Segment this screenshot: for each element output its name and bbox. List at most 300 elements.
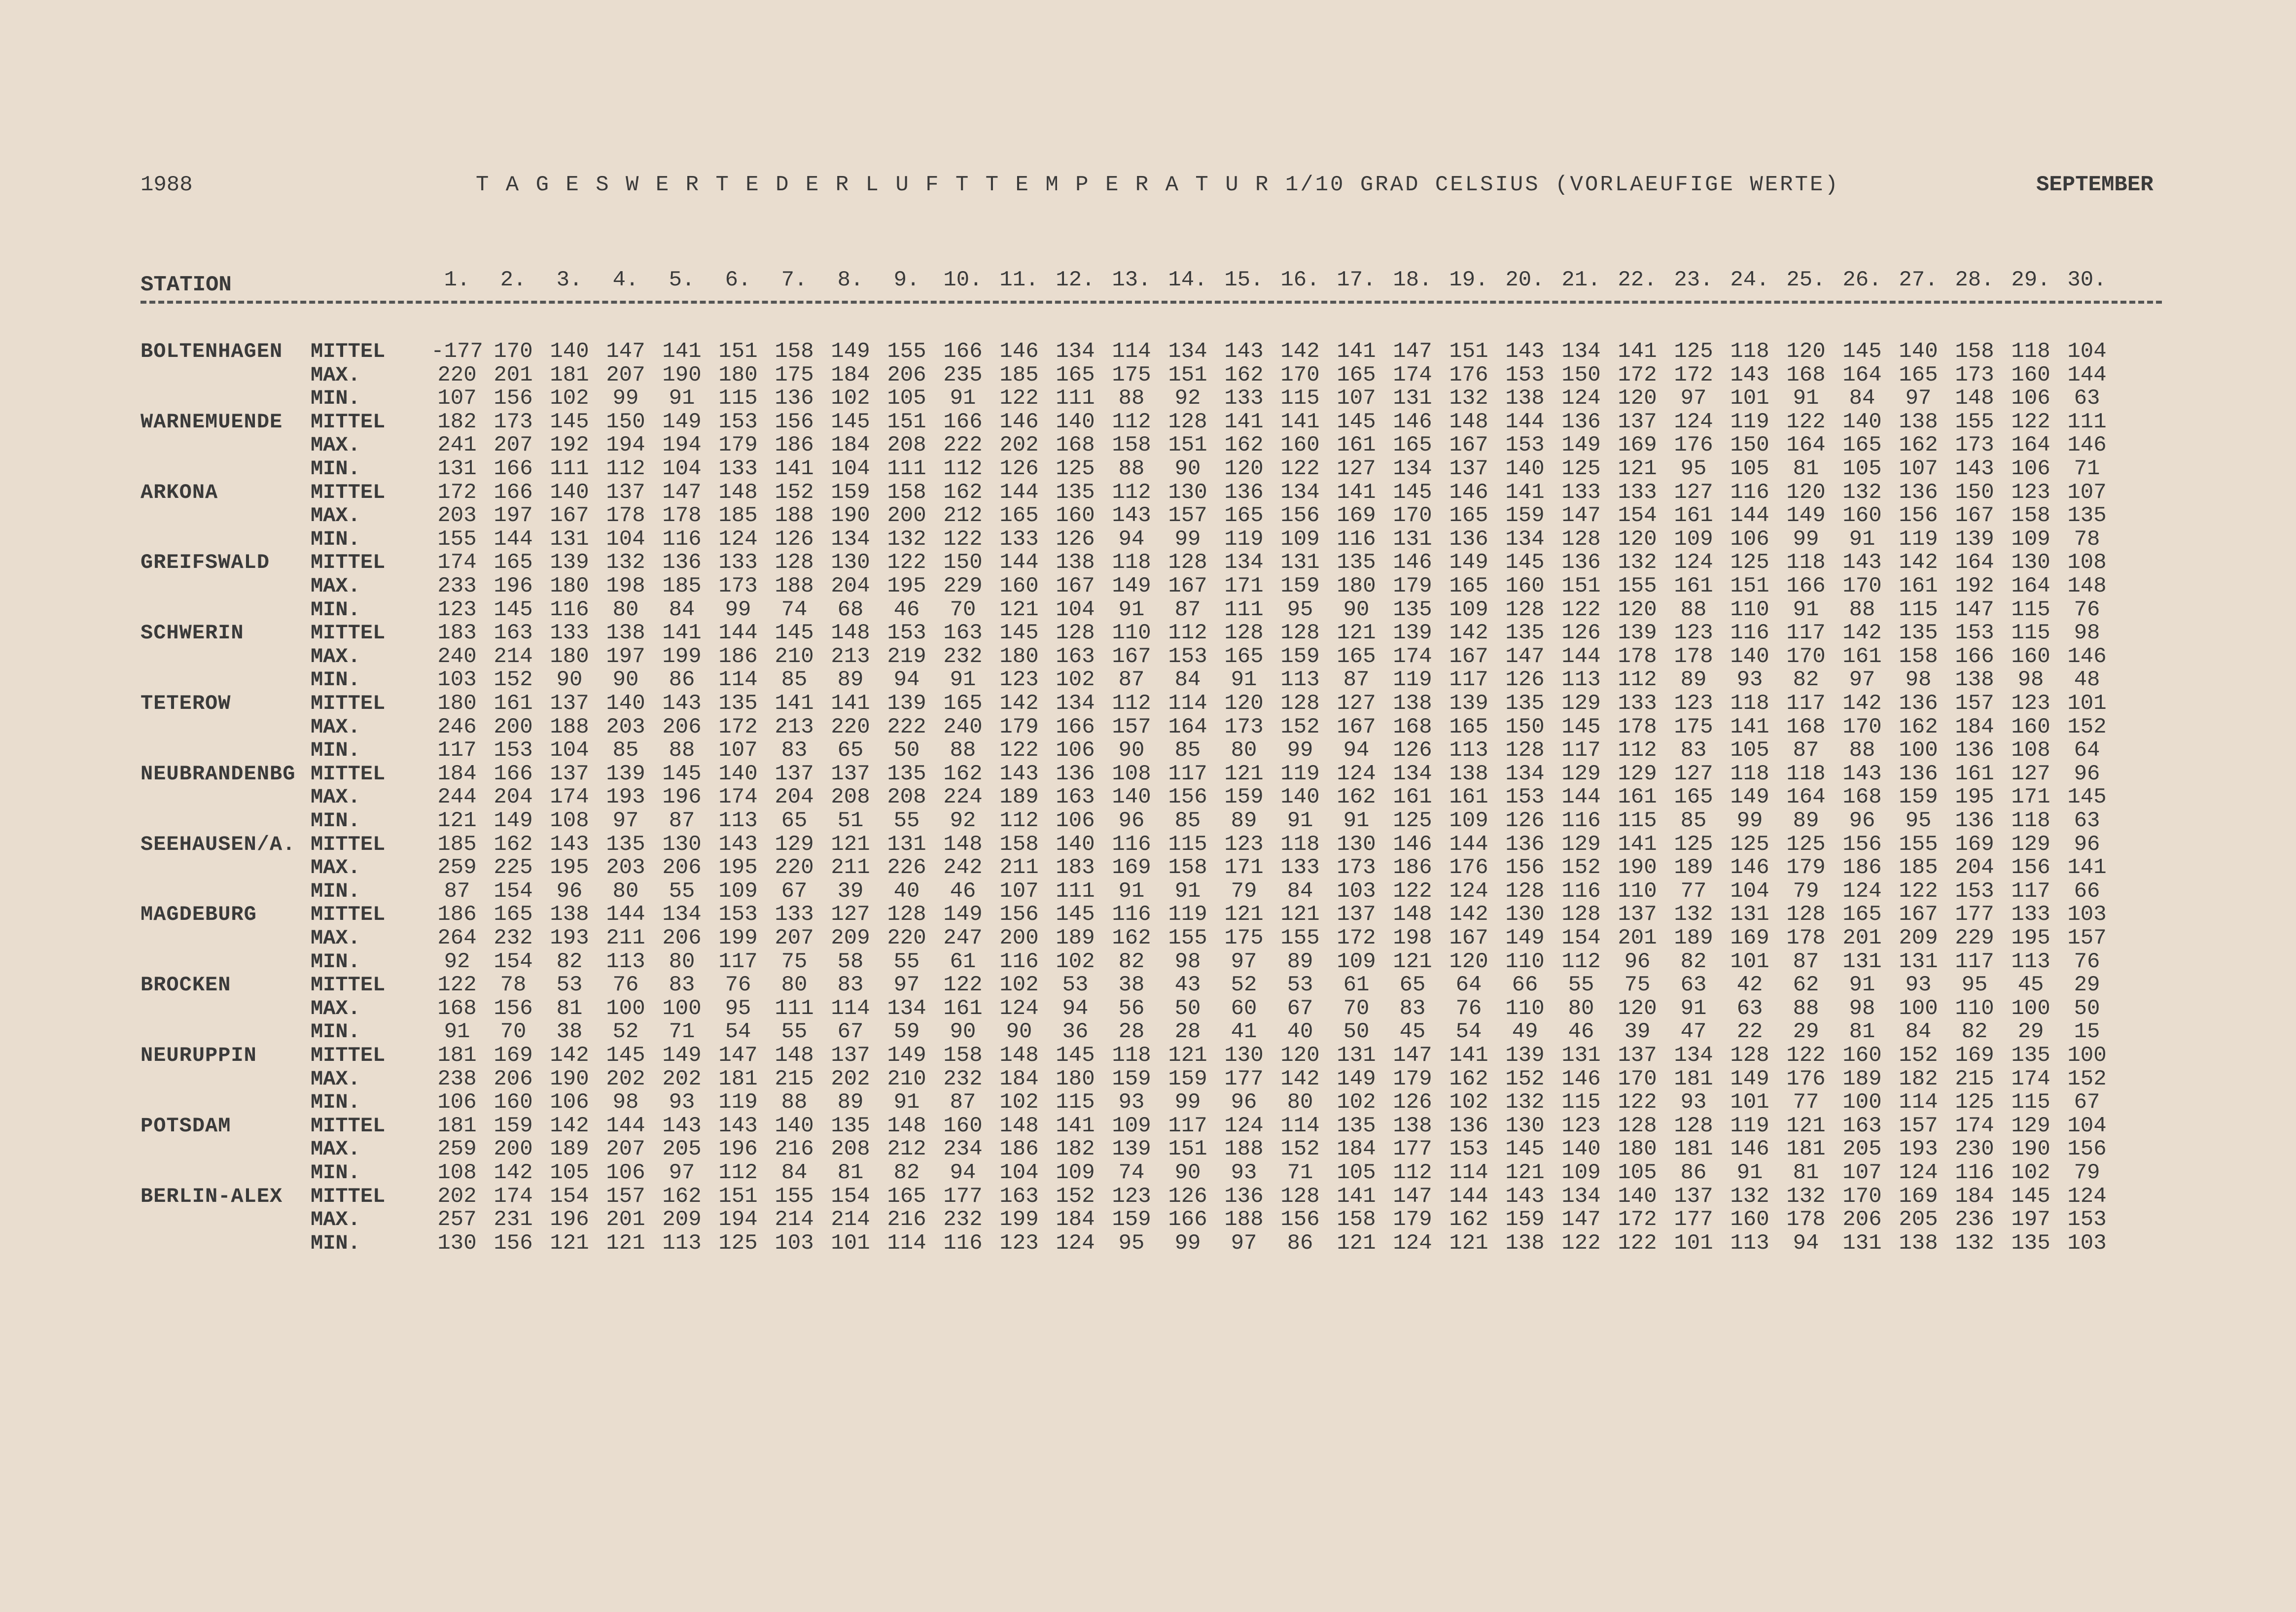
table-cell: 133 [718,456,758,481]
table-cell: 148 [1955,386,1994,411]
table-cell: 143 [718,832,758,857]
table-cell: 96 [2074,761,2100,786]
header-divider [141,301,2162,304]
table-cell: 50 [2074,996,2100,1021]
table-cell: 109 [1337,949,1376,974]
table-cell: 114 [1280,1113,1320,1138]
table-cell: 122 [1618,1090,1657,1115]
table-cell: 91 [1793,597,1819,622]
table-cell: 206 [662,926,702,950]
table-cell: 163 [1842,1113,1882,1138]
table-cell: 55 [1568,973,1594,998]
table-cell: 165 [1449,574,1488,598]
table-cell: 136 [1899,480,1938,505]
table-cell: 164 [2011,433,2050,458]
table-cell: 222 [943,433,983,458]
table-cell: 146 [1561,1066,1601,1091]
table-cell: 138 [1899,409,1938,434]
table-cell: 144 [494,526,533,552]
table-cell: 118 [1730,339,1769,364]
table-cell: 162 [1224,362,1264,387]
table-cell: 96 [556,878,583,904]
station-name: BROCKEN [141,973,231,997]
row-label: MAX. [311,644,360,668]
table-cell: 189 [999,785,1039,810]
table-row [141,1138,2162,1161]
table-cell: 171 [1224,574,1264,598]
table-cell: 139 [1112,1137,1151,1162]
table-cell: 107 [1337,386,1376,411]
row-values [429,528,2115,551]
table-cell: 131 [1730,902,1769,927]
table-cell: 105 [1337,1160,1376,1185]
row-label: MIN. [311,879,360,903]
table-cell: 171 [2011,785,2050,810]
table-cell: 167 [1449,644,1488,669]
table-cell: 151 [1168,1137,1207,1162]
table-cell: 125 [1674,339,1713,364]
table-cell: 196 [718,1137,758,1162]
table-cell: 180 [437,691,477,716]
table-row [141,622,2162,645]
table-cell: 83 [837,973,864,998]
table-cell: 84 [781,1160,808,1185]
table-cell: 118 [1786,550,1826,575]
table-cell: 206 [1842,1207,1882,1232]
day-header-row [429,265,2115,295]
table-cell: 122 [1561,1230,1601,1256]
table-cell: 98 [612,1090,639,1115]
table-cell: 125 [1561,456,1601,481]
table-cell: 141 [1224,409,1264,434]
table-cell: 125 [1786,832,1826,857]
table-cell: 150 [1955,480,1994,505]
table-cell: 188 [775,503,814,528]
table-cell: 89 [837,667,864,693]
table-cell: 38 [1118,973,1145,998]
row-values [429,622,2115,645]
table-cell: 65 [1399,973,1426,998]
table-cell: 127 [1337,456,1376,481]
table-cell: 107 [718,738,758,763]
table-cell: 167 [1899,902,1938,927]
table-cell: 100 [1899,738,1938,763]
table-cell: 229 [943,574,983,598]
row-values [429,645,2115,668]
table-cell: 130 [1337,832,1376,857]
table-cell: 158 [775,339,814,364]
table-cell: 116 [550,597,589,622]
table-cell: 177 [1224,1066,1264,1091]
table-cell: 131 [1393,386,1432,411]
table-cell: 122 [999,386,1039,411]
table-cell: 106 [1730,526,1769,552]
table-cell: 229 [1955,926,1994,950]
table-cell: 144 [1449,1184,1488,1209]
table-cell: 153 [1168,644,1207,669]
table-cell: 152 [1561,855,1601,880]
table-cell: 142 [999,691,1039,716]
table-cell: 91 [669,386,695,411]
table-cell: 116 [662,526,702,552]
table-cell: 219 [887,644,926,669]
day-header: 5. [669,268,695,292]
row-label: MIN. [311,1161,360,1185]
table-cell: 136 [1224,1184,1264,1209]
table-cell: 85 [1174,808,1201,833]
table-cell: 145 [1393,480,1432,505]
table-cell: 80 [1231,738,1257,763]
row-label: MAX. [311,785,360,809]
table-cell: 115 [1168,832,1207,857]
table-cell: 148 [999,1113,1039,1138]
table-cell: 204 [494,785,533,810]
table-cell: 184 [437,761,477,786]
table-cell: 167 [1955,503,1994,528]
table-cell: 63 [2074,808,2100,833]
table-cell: 183 [1056,855,1095,880]
table-cell: 140 [718,761,758,786]
table-cell: 152 [2067,714,2107,739]
table-cell: 82 [556,949,583,974]
table-cell: 139 [1618,621,1657,646]
table-cell: 165 [1337,644,1376,669]
table-cell: 133 [775,902,814,927]
table-cell: 75 [1624,973,1651,998]
table-cell: 152 [775,480,814,505]
table-cell: 244 [437,785,477,810]
table-row [141,457,2162,481]
table-cell: -177 [431,339,483,364]
table-cell: 189 [1674,855,1713,880]
table-cell: 126 [1168,1184,1207,1209]
table-cell: 100 [1842,1090,1882,1115]
table-cell: 159 [1899,785,1938,810]
table-cell: 90 [556,667,583,693]
row-label: MAX. [311,433,360,457]
table-cell: 128 [1280,691,1320,716]
table-row [141,668,2162,692]
table-cell: 98 [2074,621,2100,646]
table-cell: 167 [1449,433,1488,458]
table-cell: 134 [1168,339,1207,364]
row-label: MIN. [311,1020,360,1044]
table-cell: 202 [606,1066,645,1091]
table-cell: 91 [1343,808,1370,833]
table-cell: 170 [1842,1184,1882,1209]
table-cell: 190 [662,362,702,387]
table-cell: 146 [999,339,1039,364]
table-cell: 154 [494,949,533,974]
table-cell: 139 [1505,1043,1545,1068]
table-cell: 102 [1056,667,1095,693]
table-cell: 145 [2067,785,2107,810]
table-cell: 120 [1786,480,1826,505]
table-cell: 139 [606,761,645,786]
table-cell: 173 [1224,714,1264,739]
table-cell: 198 [1393,926,1432,950]
row-values [429,1185,2115,1208]
table-cell: 29 [1793,1019,1819,1045]
table-cell: 96 [1624,949,1651,974]
table-cell: 89 [1793,808,1819,833]
table-cell: 124 [1224,1113,1264,1138]
table-cell: 163 [1056,785,1095,810]
table-cell: 89 [1680,667,1707,693]
day-header: 22. [1618,268,1657,292]
table-cell: 220 [887,926,926,950]
table-cell: 98 [1849,996,1875,1021]
table-cell: 48 [2074,667,2100,693]
table-cell: 155 [1168,926,1207,950]
table-cell: 169 [1899,1184,1938,1209]
table-cell: 148 [1393,902,1432,927]
day-header: 27. [1899,268,1938,292]
table-cell: 102 [550,386,589,411]
table-cell: 184 [1056,1207,1095,1232]
table-cell: 160 [1505,574,1545,598]
table-cell: 152 [1899,1043,1938,1068]
table-cell: 156 [1168,785,1207,810]
table-cell: 186 [718,644,758,669]
table-cell: 113 [606,949,645,974]
table-cell: 141 [775,691,814,716]
table-cell: 156 [1505,855,1545,880]
table-cell: 118 [1730,691,1769,716]
table-cell: 222 [887,714,926,739]
table-cell: 83 [669,973,695,998]
table-cell: 125 [1674,832,1713,857]
table-cell: 107 [437,386,477,411]
table-row [141,387,2162,410]
table-cell: 124 [1393,1230,1432,1256]
table-cell: 174 [2011,1066,2050,1091]
table-cell: 136 [1955,738,1994,763]
table-cell: 165 [494,550,533,575]
table-cell: 74 [781,597,808,622]
table-cell: 85 [1680,808,1707,833]
table-cell: 81 [837,1160,864,1185]
table-cell: 188 [550,714,589,739]
table-cell: 78 [500,973,527,998]
table-row [141,1020,2162,1044]
table-cell: 128 [1280,621,1320,646]
table-cell: 149 [887,1043,926,1068]
table-cell: 166 [1168,1207,1207,1232]
table-cell: 99 [1174,526,1201,552]
table-cell: 153 [1449,1137,1488,1162]
table-cell: 133 [999,526,1039,552]
table-cell: 114 [831,996,870,1021]
table-cell: 141 [662,339,702,364]
row-label: MAX. [311,715,360,739]
table-cell: 141 [831,691,870,716]
table-cell: 116 [1561,878,1601,904]
table-cell: 181 [1674,1137,1713,1162]
table-cell: 121 [1337,1230,1376,1256]
table-cell: 188 [1224,1207,1264,1232]
table-cell: 160 [999,574,1039,598]
table-cell: 130 [1168,480,1207,505]
table-cell: 53 [1287,973,1313,998]
table-cell: 170 [494,339,533,364]
table-cell: 157 [1899,1113,1938,1138]
table-cell: 203 [606,855,645,880]
table-cell: 137 [831,1043,870,1068]
station-name: ARKONA [141,480,218,504]
table-cell: 128 [775,550,814,575]
table-cell: 91 [444,1019,470,1045]
table-row [141,1232,2162,1255]
table-cell: 134 [1505,761,1545,786]
table-cell: 161 [1955,761,1994,786]
table-cell: 143 [1842,550,1882,575]
table-cell: 54 [1455,1019,1482,1045]
table-cell: 119 [1280,761,1320,786]
table-cell: 153 [1955,621,1994,646]
table-cell: 147 [1393,339,1432,364]
table-cell: 154 [1561,926,1601,950]
table-cell: 80 [669,949,695,974]
table-cell: 180 [718,362,758,387]
table-cell: 173 [718,574,758,598]
table-cell: 180 [550,644,589,669]
table-cell: 207 [606,1137,645,1162]
table-cell: 128 [1674,1113,1713,1138]
table-cell: 178 [1674,644,1713,669]
table-cell: 156 [494,996,533,1021]
table-cell: 98 [1905,667,1932,693]
table-cell: 131 [1280,550,1320,575]
table-cell: 100 [1899,996,1938,1021]
table-cell: 205 [1899,1207,1938,1232]
table-cell: 147 [1393,1184,1432,1209]
table-cell: 117 [2011,878,2050,904]
table-cell: 144 [2067,362,2107,387]
table-cell: 165 [1449,503,1488,528]
table-cell: 145 [1505,550,1545,575]
table-cell: 91 [1118,878,1145,904]
table-cell: 179 [718,433,758,458]
table-cell: 129 [2011,1113,2050,1138]
table-cell: 107 [1842,1160,1882,1185]
table-cell: 136 [1056,761,1095,786]
table-cell: 131 [1842,949,1882,974]
table-cell: 117 [1449,667,1488,693]
table-cell: 113 [1449,738,1488,763]
table-cell: 145 [999,621,1039,646]
table-cell: 94 [893,667,920,693]
table-cell: 203 [606,714,645,739]
table-row [141,528,2162,551]
table-cell: 65 [781,808,808,833]
table-cell: 90 [1006,1019,1032,1045]
row-label: MIN. [311,1231,360,1255]
table-cell: 160 [2011,644,2050,669]
row-label: MITTEL [311,480,386,504]
table-cell: 135 [2011,1043,2050,1068]
table-cell: 77 [1793,1090,1819,1115]
table-row [141,927,2162,950]
table-cell: 46 [893,597,920,622]
table-cell: 110 [1505,996,1545,1021]
table-cell: 194 [718,1207,758,1232]
row-label: MAX. [311,996,360,1020]
table-cell: 185 [1899,855,1938,880]
table-cell: 141 [1056,1113,1095,1138]
table-cell: 149 [1112,574,1151,598]
table-cell: 140 [1730,644,1769,669]
table-cell: 128 [1505,597,1545,622]
table-cell: 76 [612,973,639,998]
table-cell: 124 [1842,878,1882,904]
table-cell: 145 [1056,1043,1095,1068]
table-cell: 184 [1955,1184,1994,1209]
table-cell: 94 [1793,1230,1819,1256]
table-cell: 131 [550,526,589,552]
table-cell: 29 [2074,973,2100,998]
table-cell: 134 [1561,339,1601,364]
row-values [429,1020,2115,1044]
table-cell: 121 [1786,1113,1826,1138]
row-label: MITTEL [311,410,386,434]
table-cell: 200 [494,714,533,739]
table-cell: 120 [1618,526,1657,552]
table-cell: 136 [775,386,814,411]
table-cell: 95 [1118,1230,1145,1256]
table-cell: 210 [775,644,814,669]
row-label: MAX. [311,504,360,528]
table-cell: 131 [887,832,926,857]
table-cell: 141 [1449,1043,1488,1068]
table-row [141,1115,2162,1138]
table-cell: 186 [775,433,814,458]
table-cell: 186 [1393,855,1432,880]
table-cell: 142 [550,1113,589,1138]
table-cell: 133 [1224,386,1264,411]
table-row [141,1208,2162,1231]
table-cell: 162 [943,761,983,786]
table-cell: 76 [725,973,751,998]
table-cell: 179 [999,714,1039,739]
table-cell: 165 [1899,362,1938,387]
table-cell: 148 [775,1043,814,1068]
table-cell: 128 [1730,1043,1769,1068]
table-cell: 220 [775,855,814,880]
table-cell: 175 [1112,362,1151,387]
table-cell: 161 [1674,503,1713,528]
table-cell: 259 [437,855,477,880]
table-cell: 119 [1730,1113,1769,1138]
table-cell: 153 [494,738,533,763]
table-cell: 87 [444,878,470,904]
table-cell: 166 [943,339,983,364]
table-cell: 124 [1337,761,1376,786]
table-cell: 83 [1680,738,1707,763]
table-cell: 149 [1730,1066,1769,1091]
table-cell: 174 [718,785,758,810]
table-cell: 123 [2011,480,2050,505]
table-cell: 113 [718,808,758,833]
table-cell: 232 [943,644,983,669]
table-cell: 119 [1393,667,1432,693]
table-cell: 259 [437,1137,477,1162]
row-values [429,598,2115,622]
table-cell: 93 [669,1090,695,1115]
table-cell: 241 [437,433,477,458]
table-cell: 181 [437,1113,477,1138]
table-cell: 111 [775,996,814,1021]
